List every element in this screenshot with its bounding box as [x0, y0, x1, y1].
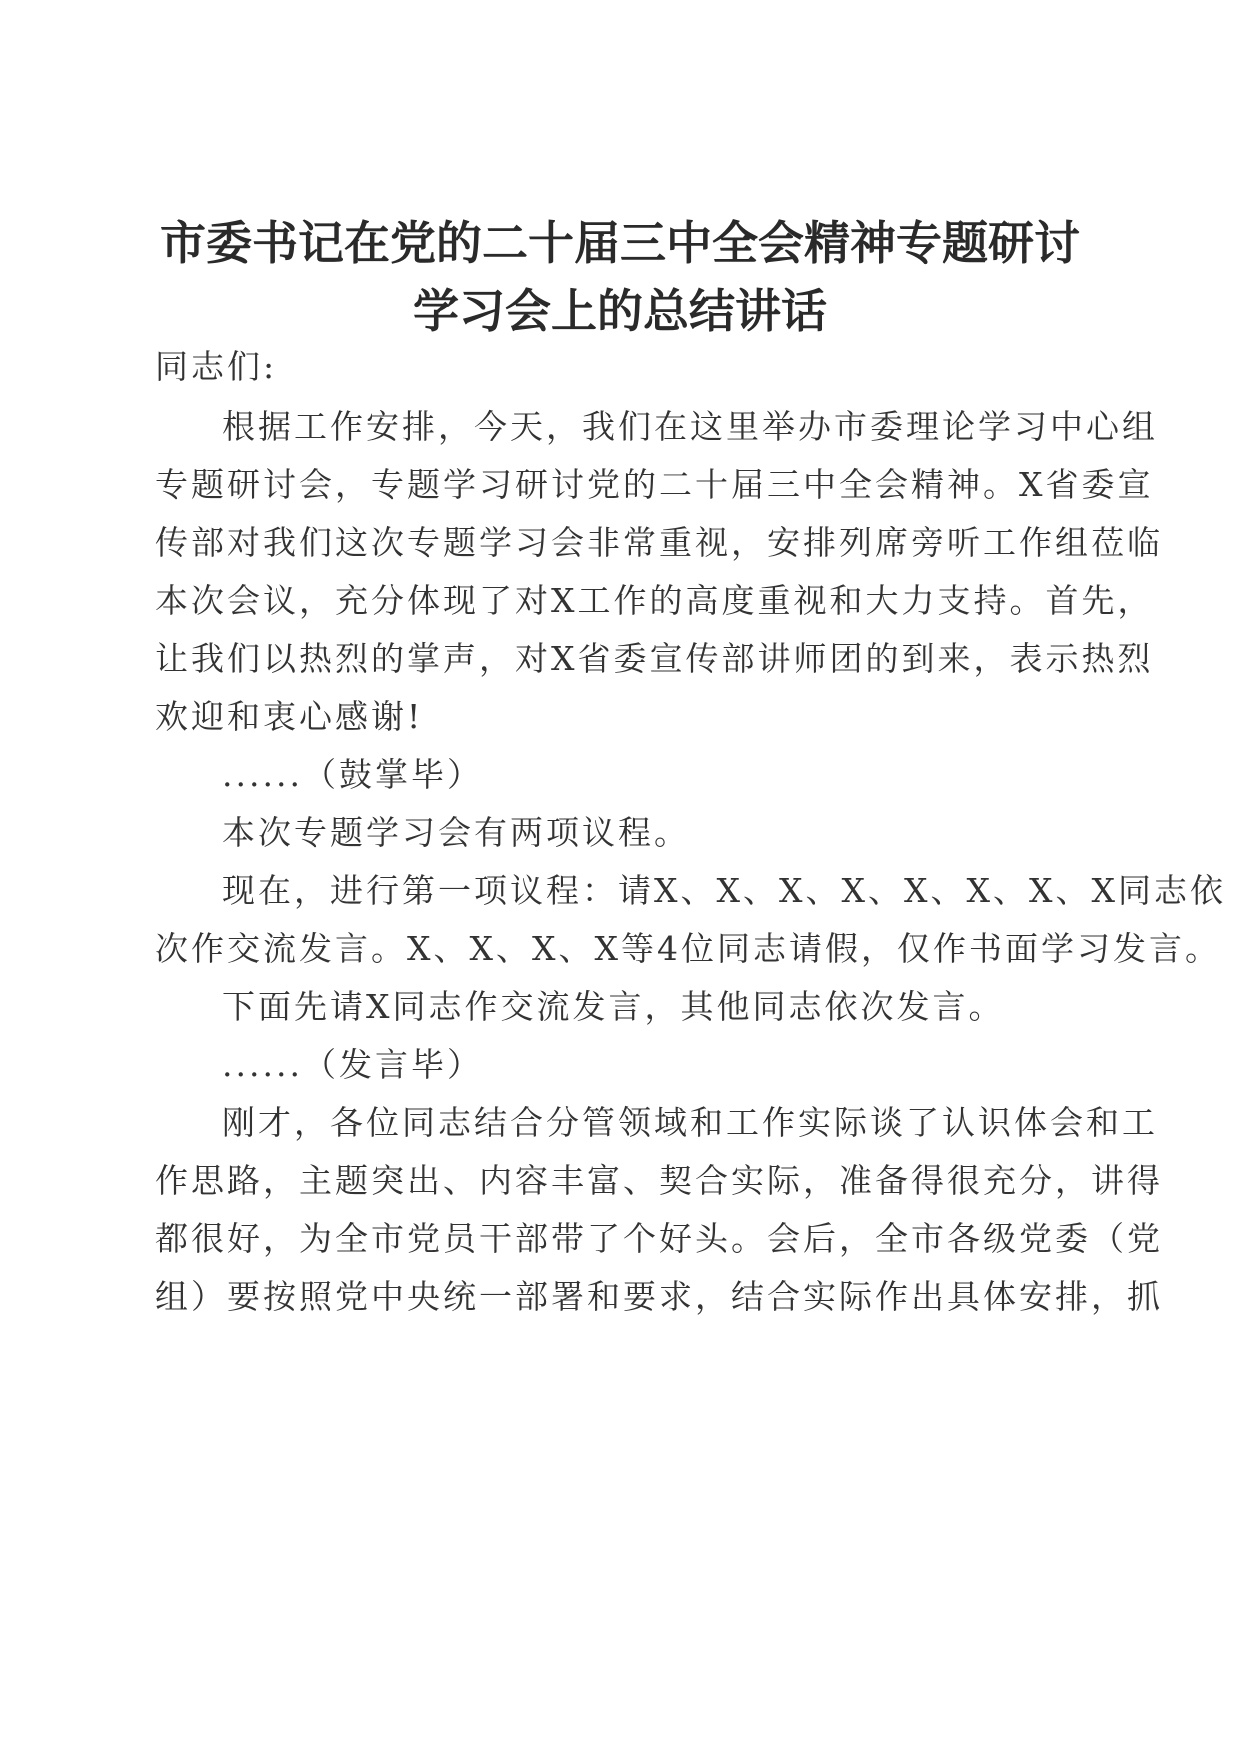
paragraph-line: 本次会议，充分体现了对X工作的高度重视和大力支持。首先， [155, 581, 1154, 620]
paragraph-line: 次作交流发言。X、X、X、X等4位同志请假，仅作书面学习发言。 [155, 929, 1221, 968]
document-title-line-2: 学习会上的总结讲话 [413, 284, 827, 338]
paragraph-line: 让我们以热烈的掌声，对X省委宣传部讲师团的到来，表示热烈 [155, 639, 1154, 678]
paragraph-line: 传部对我们这次专题学习会非常重视，安排列席旁听工作组莅临 [155, 523, 1163, 562]
salutation: 同志们: [155, 347, 278, 386]
document-title-line-1: 市委书记在党的二十届三中全会精神专题研讨 [160, 216, 1080, 270]
paragraph-line: 欢迎和衷心感谢! [155, 697, 424, 736]
paragraph-line: 都很好，为全市党员干部带了个好头。会后，全市各级党委（党 [155, 1219, 1163, 1258]
paragraph-line: 根据工作安排，今天，我们在这里举办市委理论学习中心组 [222, 407, 1158, 446]
paragraph-line: 现在，进行第一项议程：请X、X、X、X、X、X、X、X同志依 [222, 871, 1226, 910]
paragraph-line: 专题研讨会，专题学习研讨党的二十届三中全会精神。X省委宣 [155, 465, 1154, 504]
paragraph-line: 作思路，主题突出、内容丰富、契合实际，准备得很充分，讲得 [155, 1161, 1163, 1200]
paragraph-line: 本次专题学习会有两项议程。 [222, 813, 690, 852]
stage-direction: ......（发言毕） [222, 1045, 483, 1084]
paragraph-line: 下面先请X同志作交流发言，其他同志依次发言。 [222, 987, 1005, 1026]
stage-direction: ......（鼓掌毕） [222, 755, 483, 794]
paragraph-line: 组）要按照党中央统一部署和要求，结合实际作出具体安排，抓 [155, 1277, 1163, 1316]
paragraph-line: 刚才，各位同志结合分管领域和工作实际谈了认识体会和工 [222, 1103, 1158, 1142]
